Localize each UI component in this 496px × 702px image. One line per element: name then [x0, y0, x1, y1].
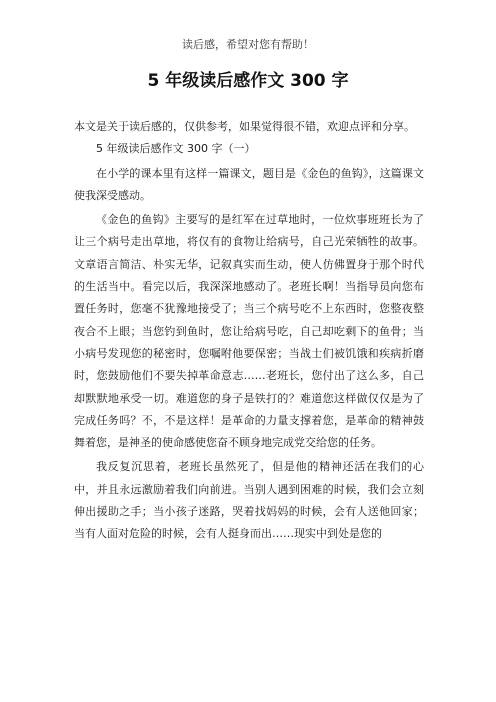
intro-paragraph: 本文是关于读后感的，仅供参考，如果觉得很不错，欢迎点评和分享。 [74, 120, 415, 133]
article-body [74, 116, 424, 546]
body-paragraph: 我反复沉思着，老班长虽然死了，但是他的精神还活在我们的心中，并且永远激励着我们向前进。当别人遇到困难的时候，我们会立刻伸出援助之手；当小孩子迷路，哭着找妈妈的时候，会有人送他回家；当有人面对危险的时候，会有人挺身而出……现实中到处是您的 [74, 460, 424, 541]
section-heading: 5 年级读后感作文 300 字（一） [96, 142, 256, 156]
header-note: 读后感，希望对您有帮助！ [182, 38, 314, 51]
body-paragraph: 《金色的鱼钩》主要写的是红军在过草地时，一位炊事班班长为了让三个病号走出草地，将仅有的食物让给病号，自己光荣牺牲的故事。文章语言简洁、朴实无华，记叙真实而生动，使人仿佛置身于那个时代的生活当中。看完以后，我深深地感动了。老班长啊！当指导员向您布置任务时，您毫不犹豫地接受了；当三个病号吃不上东西时，您整夜整夜合不上眼；当您钓到鱼时，您让给病号吃，自己却吃剩下的鱼骨；当小病号发现您的秘密时，您嘱咐他要保密；当战士们被饥饿和疾病折磨时，您鼓励他们不要失掉革命意志……老班长，您付出了这么多，自己却默默地承受一切。难道您的身子是铁打的？难道您这样做仅仅是为了完成任务吗？不，不是这样！是革命的力量支撑着您，是革命的精神鼓舞着您，是神圣的使命感使您奋不顾身地完成党交给您的任务。 [74, 213, 424, 450]
page-title: 5 年级读后感作文 300 字 [147, 71, 349, 91]
body-paragraph: 在小学的课本里有这样一篇课文，题目是《金色的鱼钩》，这篇课文使我深受感动。 [74, 166, 424, 202]
